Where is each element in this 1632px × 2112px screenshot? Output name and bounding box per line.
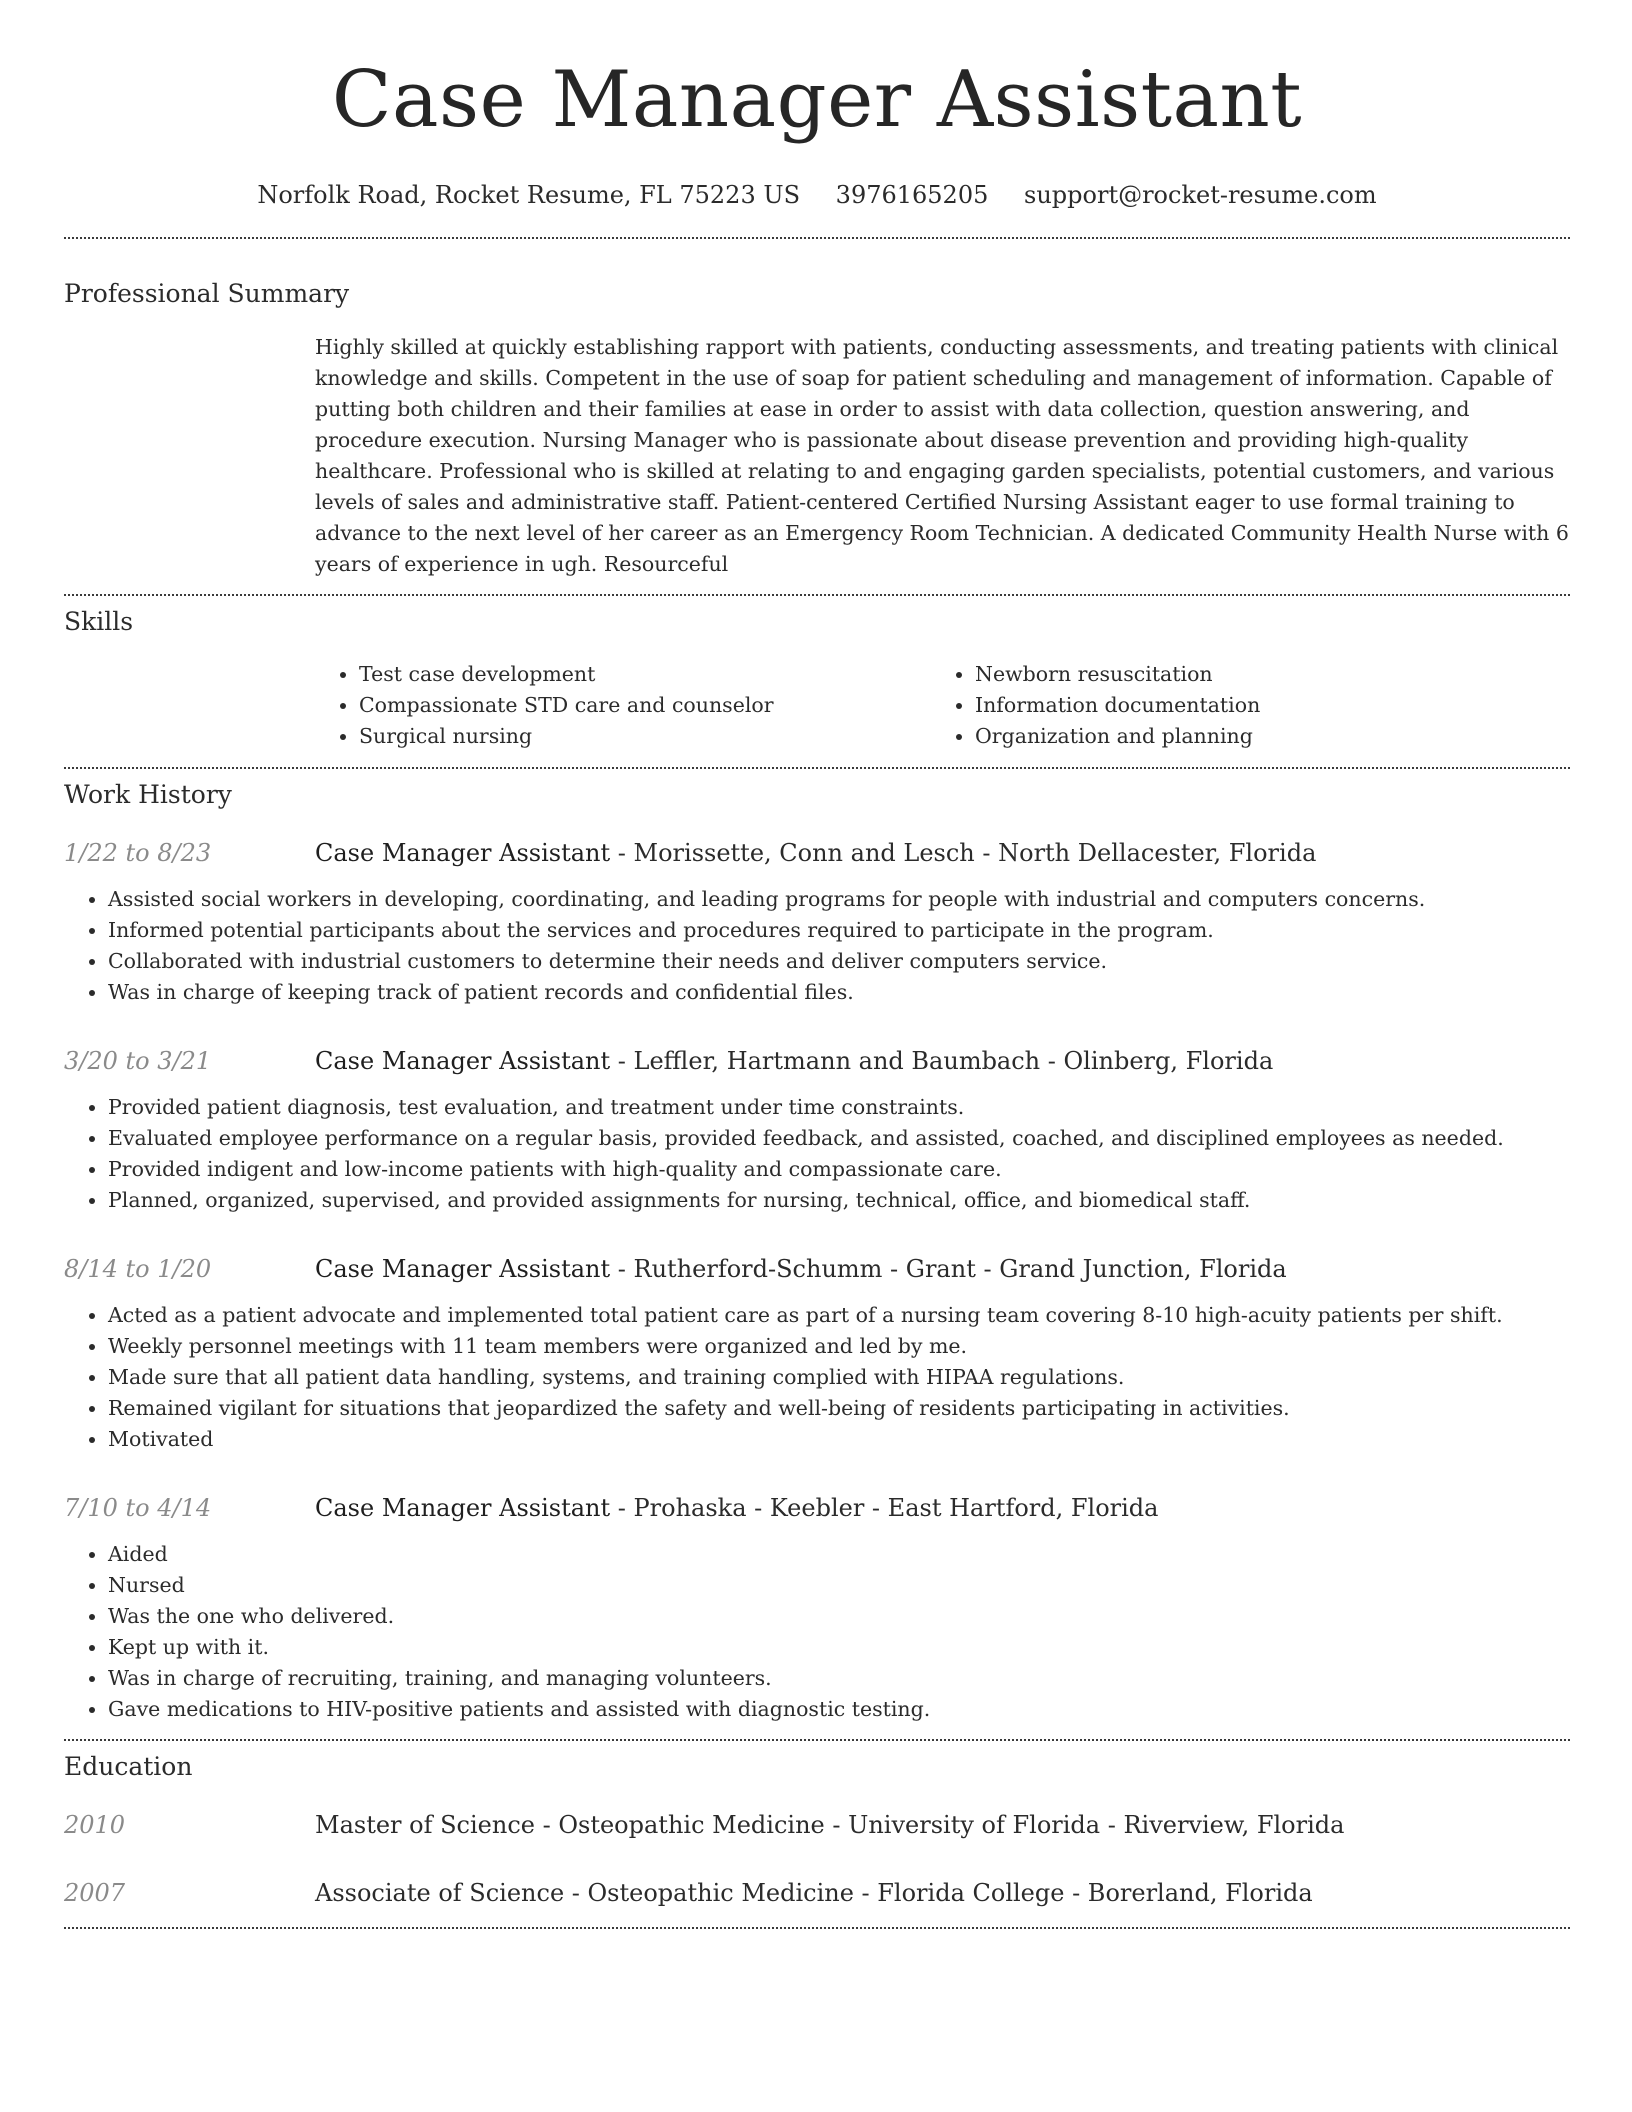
job-header (64, 836, 1570, 870)
education-section (64, 1750, 1570, 1910)
job-bullet: • Gave medications to HIV-positive patients and assisted with diagnostic testing. (108, 1694, 1570, 1725)
job-employer: - Prohaska - Keebler - East Hartford, Florida (610, 1494, 1159, 1522)
resume-name: Case Manager Assistant (331, 55, 1303, 145)
job-bullet: • Was in charge of keeping track of patient records and confidential files. (108, 977, 1570, 1008)
job-title (315, 1491, 1158, 1525)
job-entry (64, 1252, 1570, 1455)
contact-address: Norfolk Road, Rocket Resume, FL 75223 US (257, 181, 801, 209)
job-dates: 1/22 to 8/23 (64, 839, 212, 867)
job-bullet: • Remained vigilant for situations that jeopardized the safety and well-being of residents participating in activities. (108, 1393, 1570, 1424)
education-year: 2007 (64, 1879, 126, 1907)
skill-item: • Surgical nursing (359, 721, 931, 752)
education-degree: Associate of Science - Osteopathic Medicine - Florida College - Borerland, Florida (315, 1879, 1313, 1907)
summary-divider (64, 594, 1570, 596)
summary-title: Professional Summary (64, 279, 350, 308)
skills-column-right (931, 659, 1491, 752)
skill-item: • Compassionate STD care and counselor (359, 690, 931, 721)
job-bullet: • Informed potential participants about the services and procedures required to participate in the program. (108, 915, 1570, 946)
education-entry (64, 1808, 1570, 1842)
education-title: Education (64, 1752, 193, 1781)
job-dates: 7/10 to 4/14 (64, 1494, 212, 1522)
job-bullets (64, 884, 1570, 1008)
job-employer: - Morissette, Conn and Lesch - North Dellacester, Florida (610, 839, 1317, 867)
job-role: Case Manager Assistant (315, 1255, 611, 1283)
work-title: Work History (64, 780, 232, 809)
job-header (64, 1491, 1570, 1525)
skills-title: Skills (64, 607, 134, 636)
job-role: Case Manager Assistant (315, 1494, 611, 1522)
education-entry (64, 1876, 1570, 1910)
job-bullet: • Nursed (108, 1570, 1570, 1601)
contact-email: support@rocket-resume.com (1024, 181, 1377, 209)
job-bullet: • Was the one who delivered. (108, 1601, 1570, 1632)
job-entry (64, 1491, 1570, 1725)
job-bullet: • Motivated (108, 1424, 1570, 1455)
skills-section (64, 605, 1570, 752)
summary-text: Highly skilled at quickly establishing rapport with patients, conducting assessments, and treating patients with clinical knowledge and skills. Competent in the use of soap for patient scheduling and management of information. Capable of putting both children and their families at ease in order to assist with data collection, question answering, and procedure execution. Nursing Manager who is passionate about disease prevention and providing high-quality healthcare. Professional who is skilled at relating to and engaging garden specialists, potential customers, and various levels of sales and administrative staff. Patient-centered Certified Nursing Assistant eager to use formal training to advance to the next level of her career as an Emergency Room Technician. A dedicated Community Health Nurse with 6 years of experience in ugh. Resourceful (315, 335, 1569, 576)
contact-phone: 3976165205 (835, 181, 989, 209)
education-divider (64, 1927, 1570, 1929)
job-employer: - Leffler, Hartmann and Baumbach - Olinberg, Florida (610, 1047, 1274, 1075)
job-title (315, 1044, 1273, 1078)
education-degree: Master of Science - Osteopathic Medicine - University of Florida - Riverview, Florida (315, 1811, 1345, 1839)
job-role: Case Manager Assistant (315, 1047, 611, 1075)
job-bullet: • Assisted social workers in developing, coordinating, and leading programs for people with industrial and computers concerns. (108, 884, 1570, 915)
skill-item: • Organization and planning (975, 721, 1491, 752)
skill-item: • Test case development (359, 659, 931, 690)
job-bullets (64, 1092, 1570, 1216)
job-bullet: • Weekly personnel meetings with 11 team members were organized and led by me. (108, 1331, 1570, 1362)
skill-item: • Newborn resuscitation (975, 659, 1491, 690)
skill-item: • Information documentation (975, 690, 1491, 721)
skills-column-left (315, 659, 931, 752)
header-divider (64, 237, 1570, 239)
job-dates: 3/20 to 3/21 (64, 1047, 212, 1075)
job-bullet: • Kept up with it. (108, 1632, 1570, 1663)
job-bullet: • Made sure that all patient data handling, systems, and training complied with HIPAA regulations. (108, 1362, 1570, 1393)
summary-section (64, 277, 1570, 580)
job-bullets (64, 1539, 1570, 1725)
job-bullet: • Provided patient diagnosis, test evaluation, and treatment under time constraints. (108, 1092, 1570, 1123)
job-bullet: • Acted as a patient advocate and implemented total patient care as part of a nursing team covering 8-10 high-acuity patients per shift. (108, 1300, 1570, 1331)
work-divider (64, 1739, 1570, 1741)
job-bullets (64, 1300, 1570, 1455)
skills-list (315, 659, 1570, 752)
job-bullet: • Aided (108, 1539, 1570, 1570)
job-employer: - Rutherford-Schumm - Grant - Grand Junction, Florida (610, 1255, 1287, 1283)
job-header (64, 1044, 1570, 1078)
job-role: Case Manager Assistant (315, 839, 611, 867)
job-entry (64, 1044, 1570, 1216)
job-bullet: • Evaluated employee performance on a regular basis, provided feedback, and assisted, coached, and disciplined employees as needed. (108, 1123, 1570, 1154)
job-title (315, 1252, 1287, 1286)
job-title (315, 836, 1316, 870)
education-year: 2010 (64, 1811, 126, 1839)
job-bullet: • Was in charge of recruiting, training, and managing volunteers. (108, 1663, 1570, 1694)
contact-line (64, 178, 1570, 212)
skills-divider (64, 767, 1570, 769)
work-section (64, 778, 1570, 1725)
job-entry (64, 836, 1570, 1008)
job-bullet: • Provided indigent and low-income patients with high-quality and compassionate care. (108, 1154, 1570, 1185)
job-bullet: • Collaborated with industrial customers to determine their needs and deliver computers service. (108, 946, 1570, 977)
job-bullet: • Planned, organized, supervised, and provided assignments for nursing, technical, office, and biomedical staff. (108, 1185, 1570, 1216)
job-header (64, 1252, 1570, 1286)
job-dates: 8/14 to 1/20 (64, 1255, 212, 1283)
